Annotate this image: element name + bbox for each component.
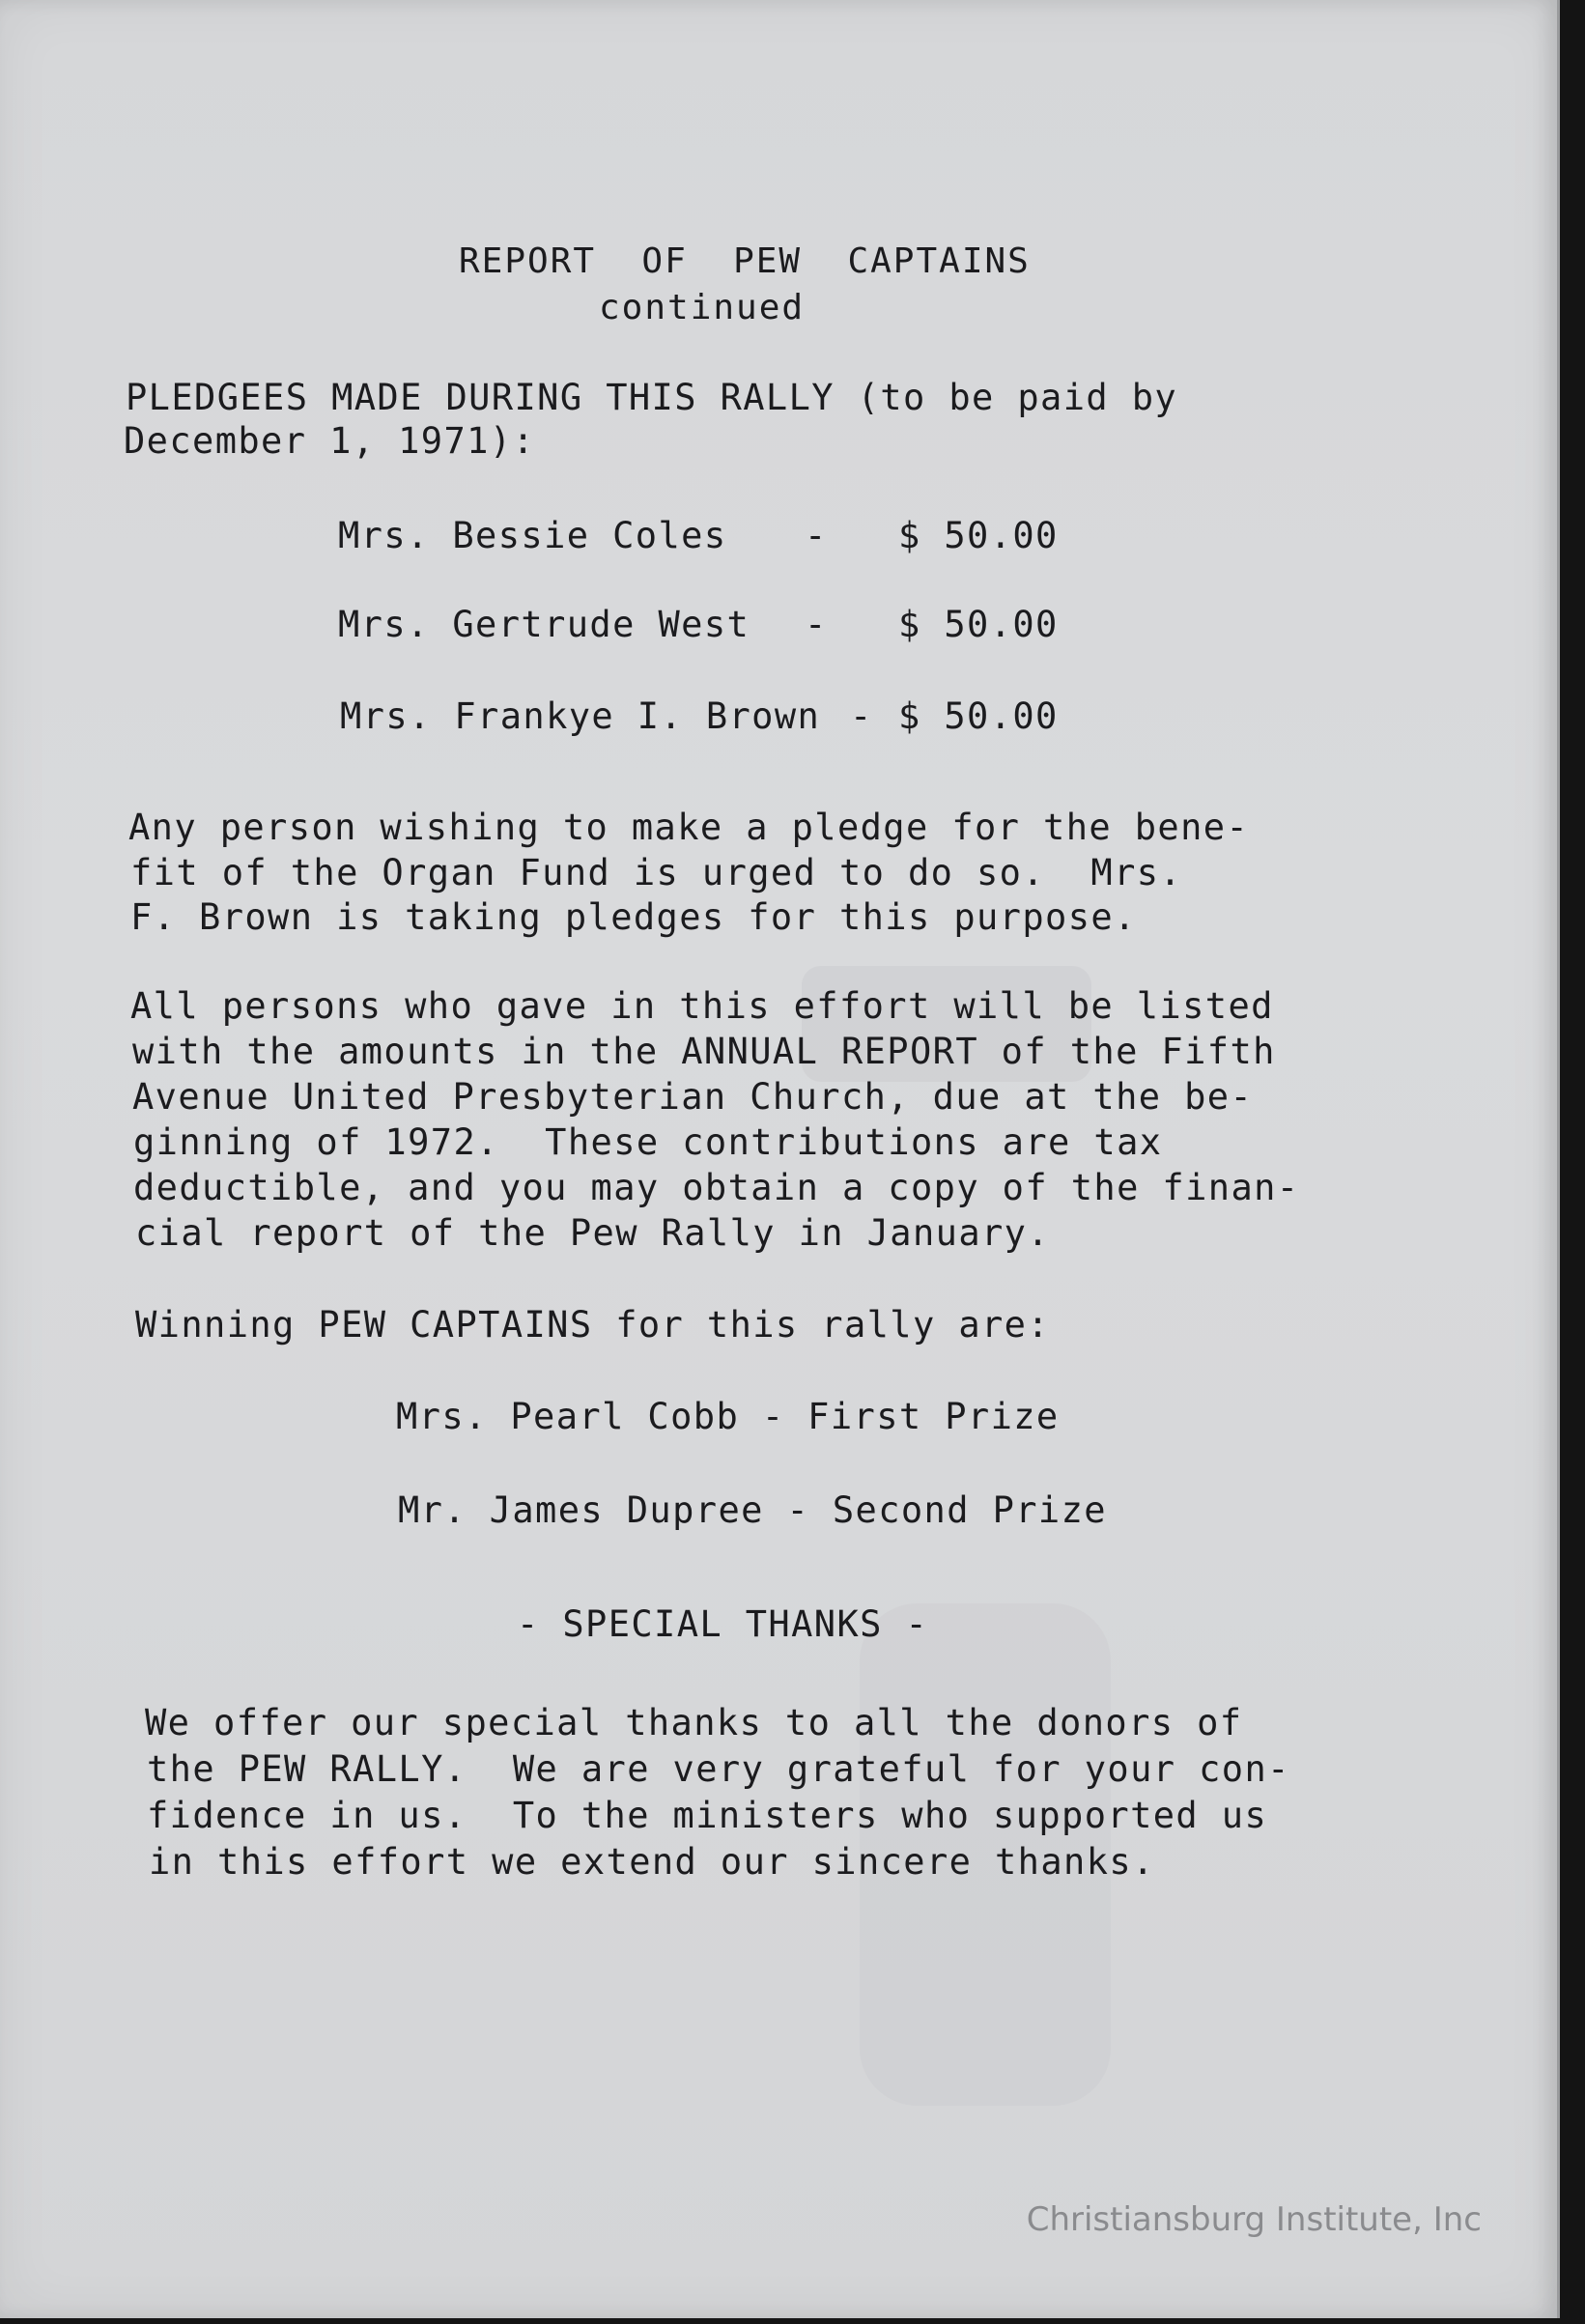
pledge-separator: - <box>805 604 828 645</box>
special-thanks-line: the PEW RALLY. We are very grateful for your con- <box>147 1748 1290 1790</box>
special-thanks-line: fidence in us. To the ministers who supported us <box>147 1795 1268 1836</box>
pledge-separator: - <box>850 695 873 737</box>
page-title: REPORT OF PEW CAPTAINS <box>459 241 1031 281</box>
annual-report-line: All persons who gave in this effort will be listed <box>130 985 1274 1027</box>
pledge-amount: $ 50.00 <box>898 515 1059 556</box>
organ-fund-line: fit of the Organ Fund is urged to do so. Mrs. <box>130 852 1183 893</box>
annual-report-line: deductible, and you may obtain a copy of the finan- <box>133 1167 1300 1208</box>
organ-fund-line: Any person wishing to make a pledge for the bene- <box>128 807 1250 848</box>
annual-report-line: Avenue United Presbyterian Church, due at the be- <box>132 1076 1254 1118</box>
organ-fund-line: F. Brown is taking pledges for this purpose. <box>130 896 1137 938</box>
special-thanks-heading: - SPECIAL THANKS - <box>517 1603 929 1645</box>
annual-report-line: with the amounts in the ANNUAL REPORT of the Fifth <box>132 1031 1276 1072</box>
pledges-intro-line: PLEDGEES MADE DURING THIS RALLY (to be paid by <box>126 377 1178 418</box>
pledges-intro-line: December 1, 1971): <box>124 420 536 462</box>
winners-intro: Winning PEW CAPTAINS for this rally are: <box>135 1304 1051 1346</box>
special-thanks-line: in this effort we extend our sincere thanks. <box>149 1841 1155 1883</box>
pledge-amount: $ 50.00 <box>898 695 1059 737</box>
pledge-name: Mrs. Frankye I. Brown <box>340 695 821 737</box>
winner-item: Mr. James Dupree - Second Prize <box>398 1489 1107 1531</box>
pledge-amount: $ 50.00 <box>898 604 1059 645</box>
annual-report-line: ginning of 1972. These contributions are tax <box>133 1121 1163 1163</box>
annual-report-line: cial report of the Pew Rally in January. <box>135 1212 1051 1254</box>
pledge-name: Mrs. Bessie Coles <box>338 515 727 556</box>
pledge-separator: - <box>805 515 828 556</box>
pledge-name: Mrs. Gertrude West <box>338 604 750 645</box>
page-subtitle: continued <box>599 288 806 327</box>
special-thanks-line: We offer our special thanks to all the donors of <box>145 1702 1243 1743</box>
source-watermark: Christiansburg Institute, Inc <box>1026 2200 1482 2239</box>
winner-item: Mrs. Pearl Cobb - First Prize <box>396 1396 1060 1437</box>
